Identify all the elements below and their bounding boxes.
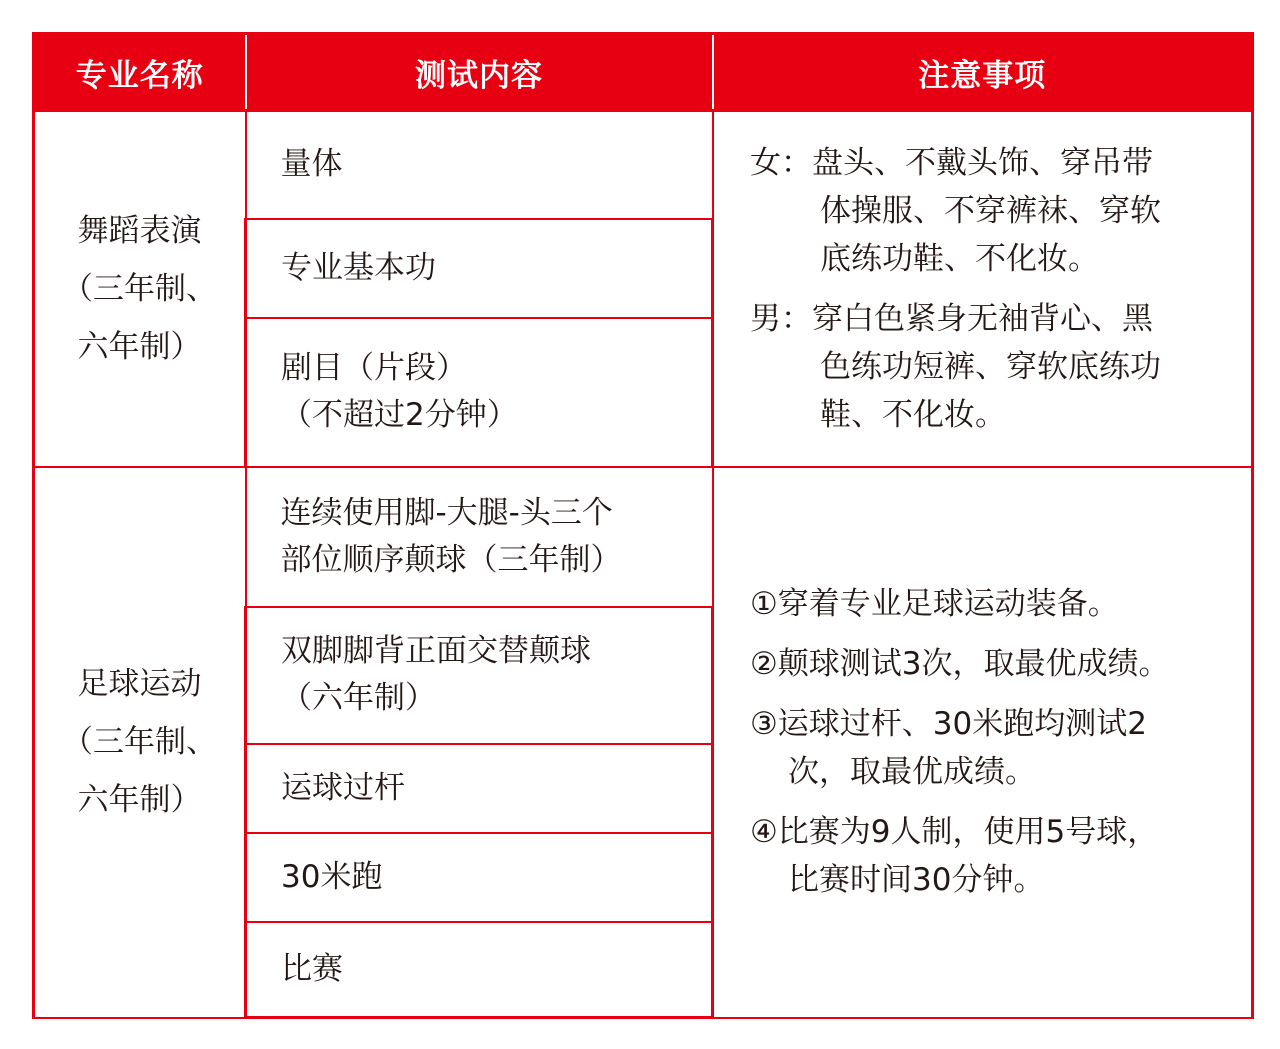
test-item: [246, 833, 713, 922]
note-line: 鞋、不化妆。: [820, 396, 1006, 433]
test-item-text: 运球过杆: [281, 769, 405, 806]
table-row: [34, 467, 1253, 607]
table-row: [34, 111, 1253, 219]
note-male: [750, 295, 1241, 439]
test-item: [246, 607, 713, 744]
note-line: 体操服、不穿裤袜、穿软: [820, 192, 1161, 229]
note-line: ①穿着专业足球运动装备。: [750, 586, 1119, 622]
test-item-text: 30米跑: [281, 858, 383, 895]
test-item: [246, 318, 713, 467]
test-item-text: 剧目（片段）: [281, 350, 467, 386]
test-item-text: 量体: [280, 146, 343, 183]
note-item: [750, 580, 1241, 628]
test-item-text: （不超过2分钟）: [281, 397, 518, 433]
major-football-line: 足球运动: [77, 666, 202, 702]
note-line: 色练功短裤、穿软底练功: [820, 348, 1161, 385]
note-line: ④比赛为9人制，使用5号球，: [750, 814, 1159, 850]
major-dance: [34, 111, 246, 467]
header-notes: 注意事项: [713, 34, 1253, 111]
test-item-text: 专业基本功: [281, 249, 436, 286]
notes-football: [713, 467, 1253, 1018]
table-header-row: [34, 34, 1253, 111]
note-line: 男：穿白色紧身无袖背心、黑: [750, 300, 1153, 337]
test-item-text: （六年制）: [281, 680, 436, 716]
note-line: 比赛时间30分钟。: [788, 862, 1045, 898]
test-item-text: 比赛: [281, 950, 343, 987]
header-test-content: 测试内容: [246, 34, 713, 111]
major-football-line: 六年制）: [77, 782, 202, 818]
note-item: [750, 640, 1241, 688]
header-major-name: 专业名称: [34, 34, 246, 111]
major-dance-line: （三年制、: [62, 270, 217, 307]
note-line: 次，取最优成绩。: [788, 754, 1036, 790]
test-item: [246, 111, 713, 219]
major-dance-line: 六年制）: [77, 328, 202, 365]
admission-test-table: [32, 32, 1254, 1019]
test-item: [246, 467, 713, 607]
major-football-line: （三年制、: [62, 724, 217, 760]
note-female: [750, 139, 1241, 283]
test-item: [246, 219, 713, 318]
test-item-text: 连续使用脚-大腿-头三个: [280, 494, 613, 531]
major-dance-line: 舞蹈表演: [77, 212, 202, 249]
note-line: 底练功鞋、不化妆。: [820, 240, 1099, 277]
test-item-text: 部位顺序颠球（三年制）: [280, 541, 622, 578]
note-line: ③运球过杆、30米跑均测试2: [750, 706, 1147, 742]
test-item-text: 双脚脚背正面交替颠球: [281, 633, 591, 669]
note-item: [750, 700, 1241, 796]
notes-dance: [713, 111, 1253, 467]
note-line: ②颠球测试3次，取最优成绩。: [750, 646, 1170, 682]
major-football: [34, 467, 246, 1018]
test-item: [246, 744, 713, 833]
note-item: [750, 808, 1241, 904]
test-item: [246, 922, 713, 1018]
note-line: 女：盘头、不戴头饰、穿吊带: [750, 144, 1153, 181]
